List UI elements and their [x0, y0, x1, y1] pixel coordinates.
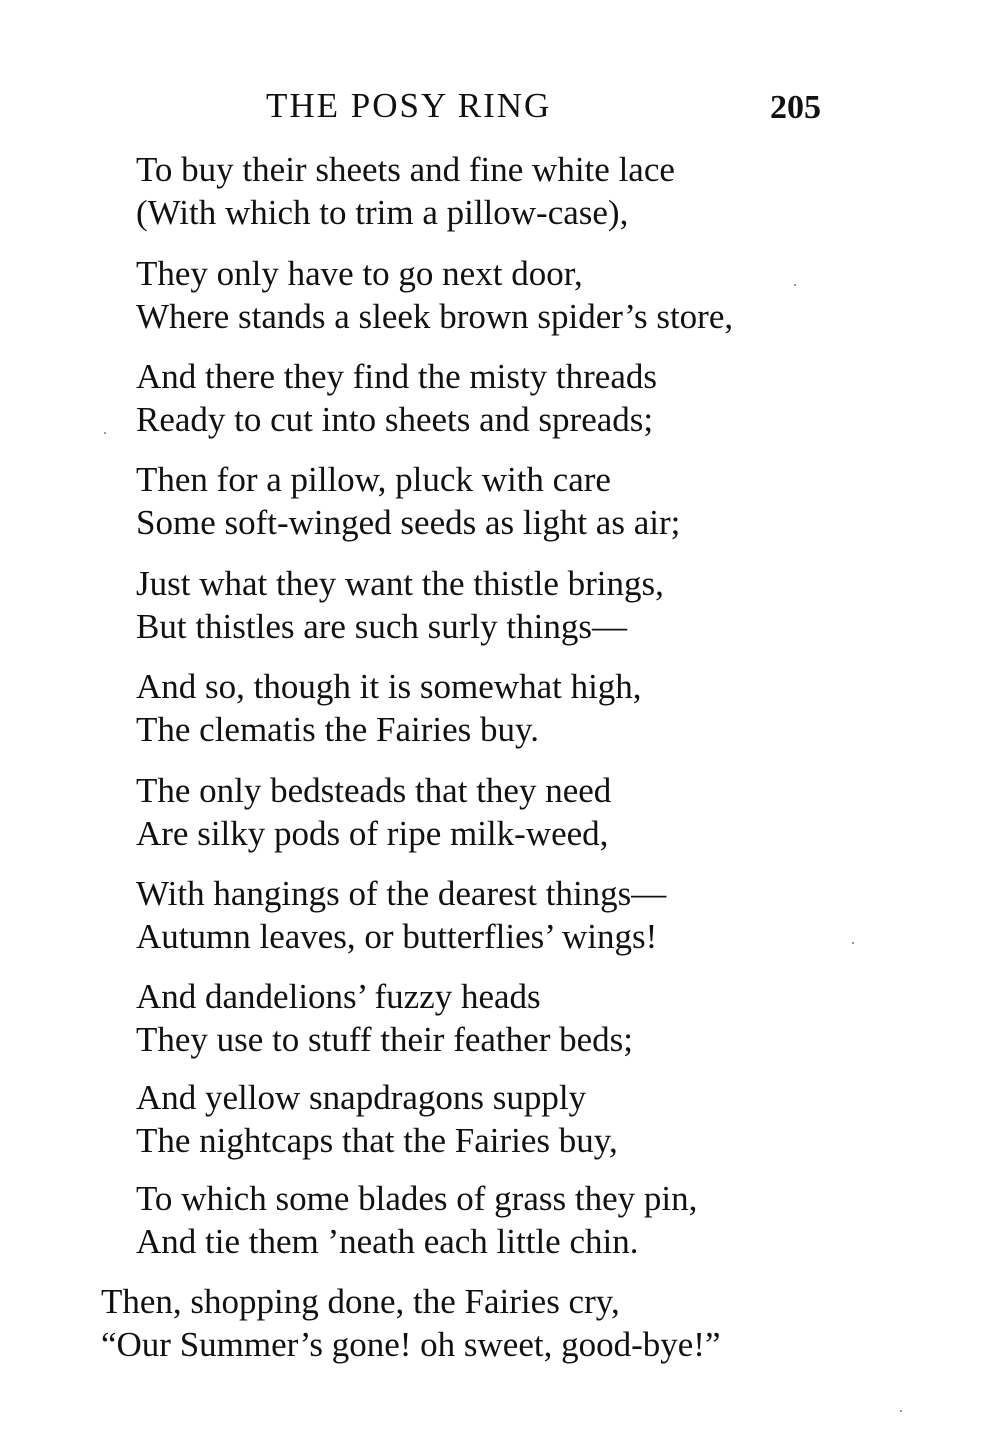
- stanza-9: [136, 975, 633, 1061]
- poem-line: (With which to trim a pillow-case),: [136, 193, 629, 232]
- stanza-3: [136, 355, 657, 441]
- poem-line: They only have to go next door,: [136, 254, 583, 293]
- stanza-7: [136, 769, 611, 855]
- poem-line: Are silky pods of ripe milk-weed,: [136, 814, 609, 853]
- stanza-11: [136, 1177, 697, 1263]
- poem-line: Just what they want the thistle brings,: [136, 564, 664, 603]
- page-number: 205: [770, 89, 821, 126]
- stanza-8: [136, 872, 666, 958]
- stanza-4: [136, 458, 680, 544]
- poem-line: And so, though it is somewhat high,: [136, 667, 642, 706]
- poem-line: Then, shopping done, the Fairies cry,: [101, 1282, 620, 1321]
- poem-line: The only bedsteads that they need: [136, 771, 612, 810]
- poem-line: To buy their sheets and fine white lace: [136, 150, 675, 189]
- poem-line: Then for a pillow, pluck with care: [136, 460, 611, 499]
- stanza-12: [101, 1280, 720, 1366]
- stanza-6: [136, 665, 642, 751]
- poem-line: Where stands a sleek brown spider’s store,: [136, 297, 734, 336]
- running-title: THE POSY RING: [266, 86, 552, 125]
- poem-line: And yellow snapdragons supply: [136, 1078, 587, 1117]
- poem-line: They use to stuff their feather beds;: [136, 1020, 633, 1059]
- print-speck: [852, 942, 854, 944]
- poem-line: The nightcaps that the Fairies buy,: [136, 1121, 618, 1160]
- poem-line: And dandelions’ fuzzy heads: [136, 977, 541, 1016]
- poem-line: The clematis the Fairies buy.: [136, 710, 540, 749]
- print-speck: [104, 432, 106, 434]
- stanza-1: [136, 148, 675, 234]
- stanza-2: [136, 252, 733, 338]
- poem-line: Ready to cut into sheets and spreads;: [136, 400, 654, 439]
- poem-line: And tie them ’neath each little chin.: [136, 1222, 639, 1261]
- print-speck: [794, 284, 796, 286]
- print-speck: [900, 1410, 902, 1412]
- poem-line: “Our Summer’s gone! oh sweet, good-bye!”: [101, 1325, 721, 1364]
- poem-line: And there they find the misty threads: [136, 357, 657, 396]
- poem-line: To which some blades of grass they pin,: [136, 1179, 698, 1218]
- poem-line: But thistles are such surly things—: [136, 607, 627, 646]
- stanza-10: [136, 1076, 618, 1162]
- poem-line: With hangings of the dearest things—: [136, 874, 667, 913]
- poem-line: Some soft-winged seeds as light as air;: [136, 503, 681, 542]
- stanza-5: [136, 562, 664, 648]
- poem-line: Autumn leaves, or butterflies’ wings!: [136, 917, 658, 956]
